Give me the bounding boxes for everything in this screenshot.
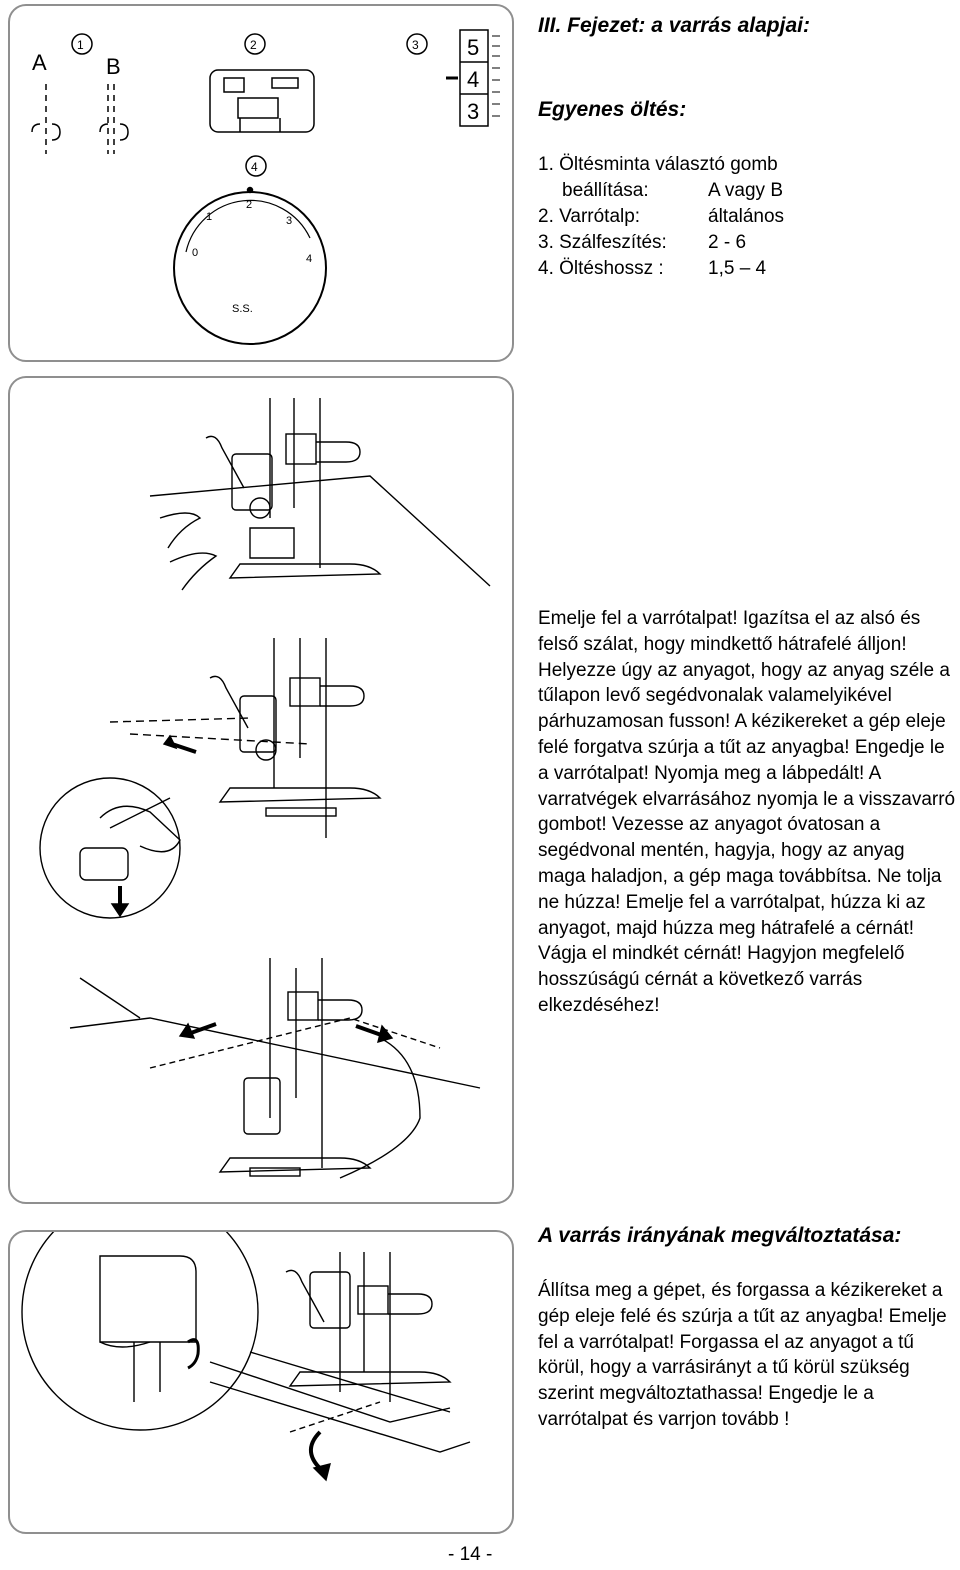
settings-illustration bbox=[10, 6, 512, 360]
marker-4: 4 bbox=[251, 160, 258, 174]
settings-label: 2. Varrótalp: bbox=[538, 206, 641, 227]
settings-row bbox=[538, 204, 784, 230]
sewing-steps-illustration bbox=[10, 378, 512, 1202]
dial-label-4: 4 bbox=[306, 253, 313, 265]
settings-row bbox=[538, 230, 784, 256]
page-number: - 14 - bbox=[448, 1544, 493, 1565]
dial-label-2: 2 bbox=[246, 199, 253, 211]
dial-label-0: 0 bbox=[192, 247, 199, 259]
pattern-a-label: A bbox=[32, 50, 47, 75]
settings-value: 2 - 6 bbox=[708, 232, 747, 253]
turn-paragraph: Állítsa meg a gépet, és forgassa a kézikereket a gép eleje felé és szúrja a tűt az anyagba! Emelje fel a varrótalpat! Forgassa el az anyagot a tű körül, hogy a varrásirányt a tű körül szükség szerint megváltoztathassa! Engedje le a varrótalpat és varrjon tovább ! bbox=[538, 1280, 947, 1430]
marker-3: 3 bbox=[412, 38, 419, 52]
arrow-down-icon bbox=[112, 886, 128, 916]
marker-1: 1 bbox=[77, 38, 84, 52]
arrow-left-icon bbox=[164, 736, 196, 752]
pattern-b-label: B bbox=[106, 54, 121, 79]
settings-label: 3. Szálfeszítés: bbox=[538, 232, 667, 253]
settings-row bbox=[538, 256, 784, 282]
settings-label: 1. Öltésminta választó gomb bbox=[538, 154, 778, 175]
settings-value: általános bbox=[708, 206, 785, 227]
turn-direction-illustration-panel bbox=[8, 1230, 514, 1534]
dial-label-ss: S.S. bbox=[232, 303, 253, 315]
settings-illustration-panel bbox=[8, 4, 514, 362]
arrow-right-icon bbox=[356, 1026, 392, 1042]
settings-list bbox=[538, 152, 784, 282]
settings-value: A vagy B bbox=[708, 180, 783, 201]
steps-paragraph: Emelje fel a varrótalpat! Igazítsa el az alsó és felső szálat, hogy mindkettő hátrafelé álljon! Helyezze úgy az anyagot, hogy az anyag széle a tűlapon levő segédvonalak valamelyikével párhuzamosan fusson! A kézikereket a gép eleje felé forgatva szúrja a tűt az anyagba! Engedje le a varrótalpat! Nyomja meg a lábpedált! A varratvégek elvarrásához nyomja le a visszavarró gombot! Vezesse az anyagot óvatosan a segédvonal mentén, hagyja, hogy az anyag maga haladjon, a gép maga továbbítsa. Ne tolja ne húzza! Emelje fel a varrótalpat, húzza ki az anyagot, majd húzza meg hátrafelé a cérnát! Vágja el mindkét cérnát! Hagyjon megfelelő hosszúságú cérnát a következő varrás elkezdéséhez! bbox=[538, 608, 956, 1016]
tension-digit-3: 3 bbox=[467, 99, 480, 124]
dial-label-1: 1 bbox=[206, 211, 213, 223]
turn-section-title: A varrás irányának megváltoztatása: bbox=[538, 1224, 902, 1247]
section-title: Egyenes öltés: bbox=[538, 98, 687, 121]
settings-row bbox=[538, 152, 784, 178]
tension-digit-5: 5 bbox=[467, 35, 480, 60]
turn-direction-illustration bbox=[10, 1232, 512, 1532]
stitch-length-dial bbox=[174, 192, 326, 344]
marker-2: 2 bbox=[250, 38, 257, 52]
settings-label: beállítása: bbox=[562, 180, 649, 201]
tension-digit-4: 4 bbox=[467, 67, 480, 92]
curved-arrow-icon bbox=[311, 1432, 330, 1480]
sewing-steps-illustration-panel bbox=[8, 376, 514, 1204]
settings-label: 4. Öltéshossz : bbox=[538, 258, 664, 279]
hand-pressing-button-icon bbox=[40, 778, 180, 918]
settings-value: 1,5 – 4 bbox=[708, 258, 767, 279]
curved-arrow-icon bbox=[188, 1340, 198, 1368]
dial-label-3: 3 bbox=[286, 215, 293, 227]
chapter-title: III. Fejezet: a varrás alapjai: bbox=[538, 14, 810, 37]
settings-row bbox=[538, 178, 784, 204]
